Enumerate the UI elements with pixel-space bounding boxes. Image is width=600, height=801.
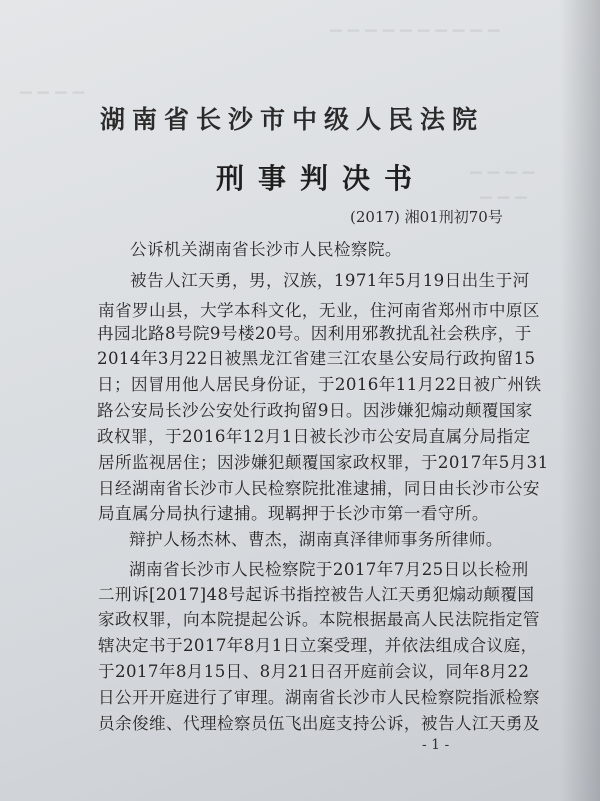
body-line: 南省罗山县，大学本科文化，无业，住河南省郑州市中原区 xyxy=(98,301,540,320)
body-line: 于2017年8月15日、8月21日召开庭前会议，同年8月22 xyxy=(98,662,530,681)
show-through-texture: ▁▁▁▁▁▁▁▁▁▁ ▁▁▁▁ ▁▁▁▁ ▁▁▁ xyxy=(20,14,541,199)
document-title: 刑事判决书 xyxy=(216,162,427,195)
body-line: 日；因冒用他人居民身份证，于2016年11月22日被广州铁 xyxy=(97,375,542,394)
body-line: 家政权罪，向本院提起公诉。本院根据最高人民法院指定管 xyxy=(98,610,540,629)
body-line: 公诉机关湖南省长沙市人民检察院。 xyxy=(130,240,402,259)
body-line: 路公安局长沙公安处行政拘留9日。因涉嫌犯煽动颠覆国家 xyxy=(97,401,533,420)
body-line: 政权罪，于2016年12月1日被长沙市公安局直属分局指定 xyxy=(97,427,531,446)
body-line: 日经湖南省长沙市人民检察院批准逮捕，同日由长沙市公安 xyxy=(98,479,540,498)
body-line: 局直属分局执行逮捕。现羁押于长沙市第一看守所。 xyxy=(98,504,489,523)
body-line: 居所监视居住；因涉嫌犯颠覆国家政权罪，于2017年5月31 xyxy=(98,453,549,472)
body-line: 湖南省长沙市人民检察院于2017年7月25日以长检刑 xyxy=(129,560,529,579)
court-name: 湖南省长沙市中级人民法院 xyxy=(100,105,485,134)
body-line: 2014年3月22日被黑龙江省建三江农垦公安局行政拘留15 xyxy=(97,349,536,368)
body-line: 员余俊维、代理检察员伍飞出庭支持公诉，被告人江天勇及 xyxy=(98,714,540,733)
body-line: 日公开开庭进行了审理。湖南省长沙市人民检察院指派检察 xyxy=(98,688,540,707)
body-line: 辩护人杨杰林、曹杰，湖南真泽律师事务所律师。 xyxy=(129,530,503,549)
body-line: 二刑诉[2017]48号起诉书指控被告人江天勇犯煽动颠覆国 xyxy=(98,585,535,604)
body-line: 辖决定书于2017年8月1日立案受理，并依法组成合议庭， xyxy=(98,636,538,655)
case-number: (2017) 湘01刑初70号 xyxy=(350,208,503,226)
page-number: - 1 - xyxy=(422,737,450,753)
page-edge-shadow xyxy=(560,0,600,801)
body-line: 冉园北路8号院9号楼20号。因利用邪教扰乱社会秩序，于 xyxy=(97,324,532,343)
body-line: 被告人江天勇，男，汉族，1971年5月19日出生于河 xyxy=(130,271,530,290)
